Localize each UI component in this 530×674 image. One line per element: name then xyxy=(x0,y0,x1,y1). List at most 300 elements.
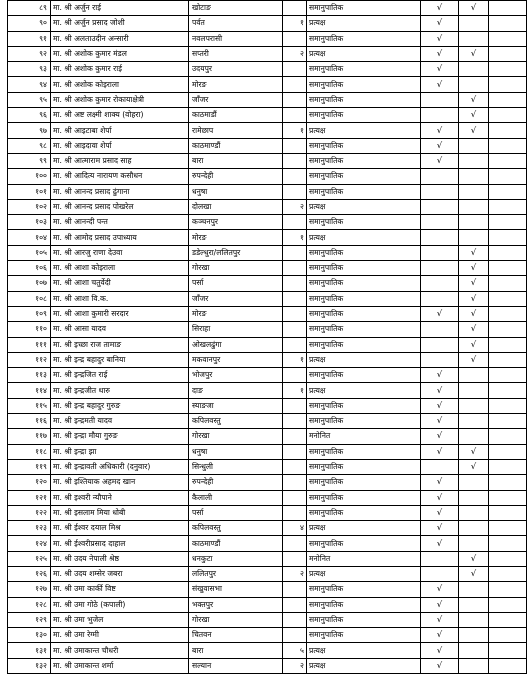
check-column-1-cell xyxy=(421,184,459,199)
table-row xyxy=(8,276,527,291)
check-column-2-cell xyxy=(459,230,489,245)
check-column-3-cell xyxy=(489,444,527,459)
district-cell: कञ्चनपुर xyxy=(189,215,283,230)
check-column-1-cell: √ xyxy=(421,536,459,551)
election-category-cell: समानुपातिक xyxy=(307,582,421,597)
table-row xyxy=(8,352,527,367)
constituency-number-cell xyxy=(283,153,307,168)
check-column-1-cell xyxy=(421,459,459,474)
constituency-number-cell: ४ xyxy=(283,521,307,536)
constituency-number-cell xyxy=(283,306,307,321)
member-name-cell: मा. श्री आइदावा शेर्पा xyxy=(51,138,189,153)
serial-number-cell: ९६ xyxy=(8,108,51,123)
check-column-3-cell xyxy=(489,215,527,230)
constituency-number-cell xyxy=(283,551,307,566)
constituency-number-cell: १ xyxy=(283,16,307,31)
district-cell: कपिलवस्तु xyxy=(189,521,283,536)
check-column-3-cell xyxy=(489,230,527,245)
serial-number-cell: १३० xyxy=(8,628,51,643)
check-column-1-cell: √ xyxy=(421,1,459,16)
table-row xyxy=(8,383,527,398)
check-column-1-cell xyxy=(421,230,459,245)
member-name-cell: मा. श्री आशा वि.क. xyxy=(51,291,189,306)
check-column-3-cell xyxy=(489,291,527,306)
serial-number-cell: १२२ xyxy=(8,505,51,520)
table-row xyxy=(8,245,527,260)
check-column-1-cell: √ xyxy=(421,398,459,413)
check-column-1-cell: √ xyxy=(421,582,459,597)
table-row xyxy=(8,566,527,581)
member-name-cell: मा. श्री आदित्य नारायण कसौधन xyxy=(51,169,189,184)
constituency-number-cell xyxy=(283,414,307,429)
member-name-cell: मा. श्री इसलाम मिया धोबी xyxy=(51,505,189,520)
check-column-2-cell xyxy=(459,414,489,429)
district-cell: काठमाडौं xyxy=(189,108,283,123)
check-column-2-cell: √ xyxy=(459,459,489,474)
table-row xyxy=(8,475,527,490)
member-name-cell: मा. श्री इन्द्र बहादुर गुरुङ xyxy=(51,398,189,413)
table-row xyxy=(8,261,527,276)
election-category-cell: समानुपातिक xyxy=(307,245,421,260)
check-column-1-cell xyxy=(421,322,459,337)
election-category-cell: प्रत्यक्ष xyxy=(307,521,421,536)
check-column-2-cell xyxy=(459,429,489,444)
election-category-cell: प्रत्यक्ष xyxy=(307,16,421,31)
district-cell: काठमाण्डौं xyxy=(189,138,283,153)
check-column-2-cell xyxy=(459,628,489,643)
member-name-cell: मा. श्री उमाकान्त चौधरी xyxy=(51,643,189,658)
district-cell: उदयपुर xyxy=(189,62,283,77)
member-name-cell: मा. श्री इन्द्रजित राई xyxy=(51,368,189,383)
check-column-2-cell xyxy=(459,536,489,551)
check-column-3-cell xyxy=(489,398,527,413)
check-column-1-cell xyxy=(421,337,459,352)
serial-number-cell: १०८ xyxy=(8,291,51,306)
serial-number-cell: १२४ xyxy=(8,536,51,551)
district-cell: मोरङ xyxy=(189,306,283,321)
election-category-cell: प्रत्यक्ष xyxy=(307,352,421,367)
check-column-3-cell xyxy=(489,261,527,276)
district-cell: धनुषा xyxy=(189,444,283,459)
serial-number-cell: ९३ xyxy=(8,62,51,77)
check-column-2-cell xyxy=(459,199,489,214)
table-row xyxy=(8,429,527,444)
constituency-number-cell xyxy=(283,245,307,260)
election-category-cell: समानुपातिक xyxy=(307,261,421,276)
table-row xyxy=(8,505,527,520)
district-cell: सप्तरी xyxy=(189,46,283,61)
check-column-2-cell xyxy=(459,215,489,230)
check-column-1-cell xyxy=(421,276,459,291)
district-cell: जाँजर xyxy=(189,291,283,306)
district-cell: रामेछाप xyxy=(189,123,283,138)
check-column-1-cell: √ xyxy=(421,138,459,153)
constituency-number-cell xyxy=(283,398,307,413)
check-column-3-cell xyxy=(489,551,527,566)
serial-number-cell: ११४ xyxy=(8,383,51,398)
constituency-number-cell xyxy=(283,628,307,643)
table-row xyxy=(8,628,527,643)
constituency-number-cell: २ xyxy=(283,658,307,673)
check-column-1-cell: √ xyxy=(421,444,459,459)
check-column-3-cell xyxy=(489,536,527,551)
check-column-1-cell xyxy=(421,291,459,306)
serial-number-cell: ११९ xyxy=(8,459,51,474)
district-cell: भक्तपुर xyxy=(189,597,283,612)
constituency-number-cell xyxy=(283,612,307,627)
table-row xyxy=(8,521,527,536)
members-table-page xyxy=(7,0,526,674)
serial-number-cell: १०० xyxy=(8,169,51,184)
serial-number-cell: ८९ xyxy=(8,1,51,16)
table-row xyxy=(8,199,527,214)
district-cell: रुपन्देही xyxy=(189,169,283,184)
check-column-3-cell xyxy=(489,276,527,291)
serial-number-cell: १२० xyxy=(8,475,51,490)
table-row xyxy=(8,1,527,16)
table-row xyxy=(8,46,527,61)
election-category-cell: प्रत्यक्ष xyxy=(307,383,421,398)
check-column-1-cell: √ xyxy=(421,123,459,138)
check-column-1-cell: √ xyxy=(421,77,459,92)
district-cell: जाँजर xyxy=(189,92,283,107)
election-category-cell: समानुपातिक xyxy=(307,306,421,321)
election-category-cell: समानुपातिक xyxy=(307,612,421,627)
election-category-cell: समानुपातिक xyxy=(307,368,421,383)
election-category-cell: प्रत्यक्ष xyxy=(307,658,421,673)
check-column-2-cell xyxy=(459,597,489,612)
table-row xyxy=(8,108,527,123)
check-column-1-cell: √ xyxy=(421,153,459,168)
check-column-2-cell xyxy=(459,184,489,199)
check-column-3-cell xyxy=(489,46,527,61)
constituency-number-cell: २ xyxy=(283,46,307,61)
check-column-2-cell: √ xyxy=(459,352,489,367)
district-cell: पर्सा xyxy=(189,505,283,520)
check-column-2-cell: √ xyxy=(459,123,489,138)
check-column-3-cell xyxy=(489,475,527,490)
check-column-2-cell xyxy=(459,77,489,92)
check-column-3-cell xyxy=(489,92,527,107)
table-row xyxy=(8,123,527,138)
check-column-1-cell: √ xyxy=(421,31,459,46)
election-category-cell: समानुपातिक xyxy=(307,153,421,168)
check-column-2-cell: √ xyxy=(459,291,489,306)
check-column-2-cell xyxy=(459,16,489,31)
check-column-2-cell xyxy=(459,368,489,383)
member-name-cell: मा. श्री आशा कोइराला xyxy=(51,261,189,276)
member-name-cell: मा. श्री आमोद प्रसाद उपाध्याय xyxy=(51,230,189,245)
election-category-cell: समानुपातिक xyxy=(307,414,421,429)
member-name-cell: मा. श्री उमा भुजेल xyxy=(51,612,189,627)
serial-number-cell: १२३ xyxy=(8,521,51,536)
serial-number-cell: ११६ xyxy=(8,414,51,429)
table-row xyxy=(8,536,527,551)
election-category-cell: प्रत्यक्ष xyxy=(307,46,421,61)
check-column-3-cell xyxy=(489,459,527,474)
serial-number-cell: ११७ xyxy=(8,429,51,444)
check-column-1-cell xyxy=(421,261,459,276)
serial-number-cell: १२५ xyxy=(8,551,51,566)
check-column-2-cell: √ xyxy=(459,46,489,61)
serial-number-cell: १०२ xyxy=(8,199,51,214)
district-cell: ओखलढुंगा xyxy=(189,337,283,352)
district-cell: धनुषा xyxy=(189,184,283,199)
serial-number-cell: ९५ xyxy=(8,92,51,107)
check-column-3-cell xyxy=(489,199,527,214)
constituency-number-cell xyxy=(283,429,307,444)
member-name-cell: मा. श्री आनन्दी पन्त xyxy=(51,215,189,230)
member-name-cell: मा. श्री अशोक कुमार राई xyxy=(51,62,189,77)
check-column-1-cell: √ xyxy=(421,368,459,383)
check-column-2-cell xyxy=(459,62,489,77)
member-name-cell: मा. श्री इश्तियाक अहमद खान xyxy=(51,475,189,490)
constituency-number-cell xyxy=(283,31,307,46)
member-name-cell: मा. श्री अलताउदीन अन्सारी xyxy=(51,31,189,46)
district-cell: दाङ xyxy=(189,383,283,398)
table-row xyxy=(8,490,527,505)
check-column-2-cell: √ xyxy=(459,322,489,337)
check-column-2-cell xyxy=(459,153,489,168)
check-column-2-cell xyxy=(459,138,489,153)
check-column-3-cell xyxy=(489,352,527,367)
serial-number-cell: १२८ xyxy=(8,597,51,612)
district-cell: पर्सा xyxy=(189,276,283,291)
member-name-cell: मा. श्री इन्द्रा मौया गुरुङ xyxy=(51,429,189,444)
member-name-cell: मा. श्री इन्द्र बहादुर बानिया xyxy=(51,352,189,367)
district-cell: संखुवासभा xyxy=(189,582,283,597)
check-column-2-cell: √ xyxy=(459,108,489,123)
member-name-cell: मा. श्री अशोक कुमार मंडल xyxy=(51,46,189,61)
district-cell: रुपन्देही xyxy=(189,475,283,490)
table-row xyxy=(8,444,527,459)
check-column-3-cell xyxy=(489,322,527,337)
table-row xyxy=(8,169,527,184)
constituency-number-cell xyxy=(283,138,307,153)
table-row xyxy=(8,230,527,245)
election-category-cell: प्रत्यक्ष xyxy=(307,566,421,581)
member-name-cell: मा. श्री आइटाबा शेर्पा xyxy=(51,123,189,138)
check-column-3-cell xyxy=(489,169,527,184)
serial-number-cell: ९८ xyxy=(8,138,51,153)
constituency-number-cell: २ xyxy=(283,199,307,214)
district-cell: स्याङजा xyxy=(189,398,283,413)
check-column-2-cell xyxy=(459,475,489,490)
serial-number-cell: १०५ xyxy=(8,245,51,260)
member-name-cell: मा. श्री आनन्द प्रसाद ढुंगाना xyxy=(51,184,189,199)
constituency-number-cell xyxy=(283,1,307,16)
serial-number-cell: ९७ xyxy=(8,123,51,138)
check-column-3-cell xyxy=(489,521,527,536)
check-column-2-cell xyxy=(459,643,489,658)
election-category-cell: समानुपातिक xyxy=(307,536,421,551)
district-cell: सल्यान xyxy=(189,658,283,673)
members-table xyxy=(7,0,527,674)
election-category-cell: समानुपातिक xyxy=(307,459,421,474)
check-column-3-cell xyxy=(489,306,527,321)
election-category-cell: समानुपातिक xyxy=(307,77,421,92)
constituency-number-cell xyxy=(283,368,307,383)
check-column-2-cell: √ xyxy=(459,306,489,321)
check-column-3-cell xyxy=(489,138,527,153)
table-row xyxy=(8,414,527,429)
check-column-2-cell: √ xyxy=(459,276,489,291)
member-name-cell: मा. श्री अशोक कोइराला xyxy=(51,77,189,92)
election-category-cell: समानुपातिक xyxy=(307,398,421,413)
table-row xyxy=(8,612,527,627)
district-cell: सिन्धुली xyxy=(189,459,283,474)
member-name-cell: मा. श्री उदय शम्सेर जबरा xyxy=(51,566,189,581)
check-column-2-cell xyxy=(459,31,489,46)
election-category-cell: मनोनित xyxy=(307,429,421,444)
member-name-cell: मा. श्री आशा चतुर्वेदी xyxy=(51,276,189,291)
table-row xyxy=(8,153,527,168)
serial-number-cell: ११२ xyxy=(8,352,51,367)
member-name-cell: मा. श्री इन्द्रमती यादव xyxy=(51,414,189,429)
constituency-number-cell xyxy=(283,597,307,612)
district-cell: कपिलवस्तु xyxy=(189,414,283,429)
election-category-cell: समानुपातिक xyxy=(307,475,421,490)
check-column-1-cell: √ xyxy=(421,597,459,612)
serial-number-cell: १०६ xyxy=(8,261,51,276)
check-column-3-cell xyxy=(489,612,527,627)
serial-number-cell: ९२ xyxy=(8,46,51,61)
election-category-cell: समानुपातिक xyxy=(307,291,421,306)
member-name-cell: मा. श्री आत्माराम प्रसाद साह xyxy=(51,153,189,168)
table-row xyxy=(8,77,527,92)
district-cell: पर्वत xyxy=(189,16,283,31)
election-category-cell: समानुपातिक xyxy=(307,628,421,643)
table-row xyxy=(8,138,527,153)
serial-number-cell: १०९ xyxy=(8,306,51,321)
district-cell: नवलपरासी xyxy=(189,31,283,46)
constituency-number-cell xyxy=(283,62,307,77)
table-row xyxy=(8,643,527,658)
table-row xyxy=(8,322,527,337)
election-category-cell: समानुपातिक xyxy=(307,138,421,153)
constituency-number-cell xyxy=(283,169,307,184)
check-column-3-cell xyxy=(489,505,527,520)
table-row xyxy=(8,16,527,31)
check-column-2-cell xyxy=(459,582,489,597)
election-category-cell: समानुपातिक xyxy=(307,31,421,46)
constituency-number-cell: १ xyxy=(283,123,307,138)
election-category-cell: समानुपातिक xyxy=(307,322,421,337)
table-row xyxy=(8,62,527,77)
table-row xyxy=(8,306,527,321)
district-cell: खोटाङ xyxy=(189,1,283,16)
check-column-1-cell: √ xyxy=(421,414,459,429)
member-name-cell: मा. श्री ईश्वर दयाल मिश्र xyxy=(51,521,189,536)
election-category-cell: समानुपातिक xyxy=(307,184,421,199)
check-column-2-cell: √ xyxy=(459,551,489,566)
check-column-3-cell xyxy=(489,490,527,505)
district-cell: कैलाली xyxy=(189,490,283,505)
member-name-cell: मा. श्री उमा गोठे (कपाली) xyxy=(51,597,189,612)
check-column-2-cell xyxy=(459,505,489,520)
serial-number-cell: ११० xyxy=(8,322,51,337)
serial-number-cell: १२६ xyxy=(8,566,51,581)
serial-number-cell: ११३ xyxy=(8,368,51,383)
district-cell: धनकुटा xyxy=(189,551,283,566)
table-row xyxy=(8,398,527,413)
election-category-cell: समानुपातिक xyxy=(307,444,421,459)
check-column-3-cell xyxy=(489,643,527,658)
election-category-cell: प्रत्यक्ष xyxy=(307,230,421,245)
constituency-number-cell: २ xyxy=(283,566,307,581)
district-cell: काठमाण्डौं xyxy=(189,536,283,551)
serial-number-cell: ९१ xyxy=(8,31,51,46)
check-column-1-cell: √ xyxy=(421,429,459,444)
table-row xyxy=(8,582,527,597)
district-cell: दोलखा xyxy=(189,199,283,214)
check-column-3-cell xyxy=(489,1,527,16)
check-column-3-cell xyxy=(489,31,527,46)
table-row xyxy=(8,215,527,230)
check-column-2-cell: √ xyxy=(459,566,489,581)
check-column-1-cell xyxy=(421,108,459,123)
check-column-3-cell xyxy=(489,62,527,77)
check-column-3-cell xyxy=(489,414,527,429)
constituency-number-cell xyxy=(283,276,307,291)
election-category-cell: समानुपातिक xyxy=(307,597,421,612)
constituency-number-cell xyxy=(283,490,307,505)
election-category-cell: प्रत्यक्ष xyxy=(307,643,421,658)
district-cell: गोरखा xyxy=(189,261,283,276)
member-name-cell: मा. श्री उदय नेपाली श्रेष्ठ xyxy=(51,551,189,566)
check-column-1-cell: √ xyxy=(421,521,459,536)
check-column-2-cell: √ xyxy=(459,444,489,459)
table-body xyxy=(8,1,527,674)
check-column-3-cell xyxy=(489,184,527,199)
constituency-number-cell xyxy=(283,184,307,199)
constituency-number-cell xyxy=(283,322,307,337)
check-column-1-cell: √ xyxy=(421,612,459,627)
election-category-cell: समानुपातिक xyxy=(307,490,421,505)
member-name-cell: मा. श्री उमाकान्त शर्मा xyxy=(51,658,189,673)
check-column-1-cell: √ xyxy=(421,62,459,77)
check-column-1-cell xyxy=(421,169,459,184)
check-column-2-cell xyxy=(459,398,489,413)
member-name-cell: मा. श्री उमा रेग्मी xyxy=(51,628,189,643)
constituency-number-cell xyxy=(283,261,307,276)
district-cell: मोरङ xyxy=(189,230,283,245)
constituency-number-cell xyxy=(283,536,307,551)
election-category-cell: मनोनित xyxy=(307,551,421,566)
table-row xyxy=(8,92,527,107)
check-column-2-cell xyxy=(459,169,489,184)
member-name-cell: मा. श्री अशोक कुमार रोकायाक्षेत्री xyxy=(51,92,189,107)
constituency-number-cell: ५ xyxy=(283,643,307,658)
serial-number-cell: १०३ xyxy=(8,215,51,230)
check-column-3-cell xyxy=(489,368,527,383)
district-cell: गोरखा xyxy=(189,429,283,444)
district-cell: मोरङ xyxy=(189,77,283,92)
check-column-1-cell xyxy=(421,215,459,230)
check-column-3-cell xyxy=(489,582,527,597)
constituency-number-cell xyxy=(283,337,307,352)
serial-number-cell: १३१ xyxy=(8,643,51,658)
serial-number-cell: १२९ xyxy=(8,612,51,627)
check-column-3-cell xyxy=(489,628,527,643)
check-column-1-cell: √ xyxy=(421,306,459,321)
constituency-number-cell xyxy=(283,291,307,306)
serial-number-cell: ९० xyxy=(8,16,51,31)
check-column-1-cell: √ xyxy=(421,643,459,658)
constituency-number-cell xyxy=(283,92,307,107)
check-column-1-cell xyxy=(421,566,459,581)
check-column-2-cell xyxy=(459,612,489,627)
